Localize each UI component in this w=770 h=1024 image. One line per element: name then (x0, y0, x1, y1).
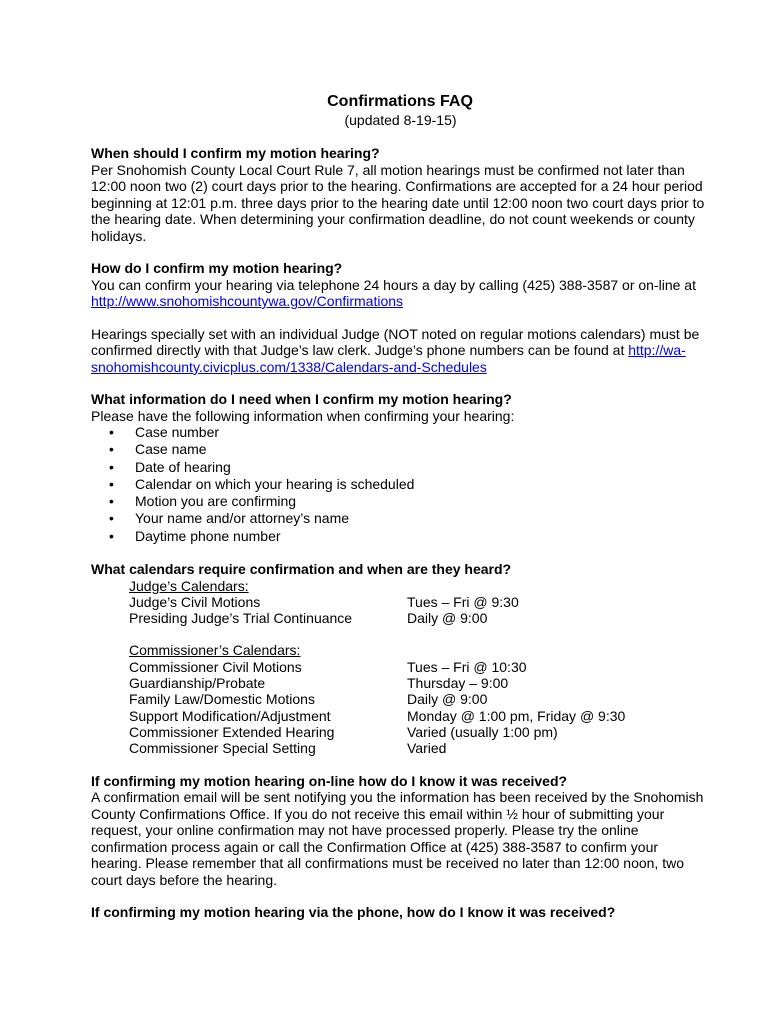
question-online-received: If confirming my motion hearing on-line how do I know it was received? (91, 772, 568, 789)
calendar-time: Daily @ 9:00 (407, 610, 488, 627)
table-row (129, 708, 710, 724)
table-row (129, 659, 710, 675)
judges-calendars-heading: Judge’s Calendars: (129, 577, 249, 594)
calendar-name: Commissioner Special Setting (129, 740, 316, 757)
table-row (129, 724, 710, 740)
calendar-name: Commissioner Extended Hearing (129, 723, 335, 740)
calendars-table (91, 578, 710, 757)
answer-how-confirm-text: You can confirm your hearing via telephone 24 hours a day by calling (425) 388-3587 or on-line at (91, 276, 696, 293)
special-set-text: Hearings specially set with an individual Judge (NOT noted on regular motions calendars) must be confirmed directly with that Judge’s law clerk. Judge’s phone numbers can be found at (91, 325, 700, 358)
what-info-intro: Please have the following information when confirming your hearing: (91, 407, 515, 424)
question-how-confirm: How do I confirm my motion hearing? (91, 260, 343, 276)
answer-when-confirm: Per Snohomish County Local Court Rule 7, all motion hearings must be confirmed not later than 12:00 noon two (2) court days prior to the hearing. Confirmations are accepted for a 24 hour period beginning at 12:01 p.m. three days prior to the hearing date until 12:00 noon two court days prior to the hearing date. When determining your confirmation deadline, do not count weekends or county holidays. (91, 161, 705, 244)
list-item: • Your name and/or attorney’s name (135, 510, 710, 527)
list-item: • Case number (135, 424, 710, 441)
special-set-paragraph (91, 326, 710, 376)
table-row (129, 675, 710, 691)
calendar-name: Support Modification/Adjustment (129, 707, 331, 724)
question-calendars: What calendars require confirmation and when are they heard? (91, 561, 512, 578)
list-item: • Calendar on which your hearing is scheduled (135, 476, 710, 493)
table-row (129, 740, 710, 756)
answer-online-received: A confirmation email will be sent notifying you the information has been received by the Snohomish County Confirmations Office. If you do not receive this email within ½ hour of submitting your request, your online confirmation may not have processed properly. Please try the online confirmation process again or call the Confirmation Office at (425) 388-3587 to confirm your hearing. Please remember that all confirmations must be received no later than 12:00 noon, two court days before the hearing. (91, 789, 704, 888)
calendar-time: Tues – Fri @ 9:30 (407, 593, 519, 610)
info-list (91, 424, 710, 545)
calendar-name: Commissioner Civil Motions (129, 658, 302, 675)
calendar-name: Presiding Judge’s Trial Continuance (129, 610, 353, 627)
table-row (129, 610, 710, 626)
list-item: • Motion you are confirming (135, 493, 710, 510)
calendar-name: Family Law/Domestic Motions (129, 691, 315, 708)
commissioners-calendars-heading: Commissioner’s Calendars: (129, 642, 301, 659)
calendar-time: Monday @ 1:00 pm, Friday @ 9:30 (407, 707, 626, 724)
calendar-name: Judge’s Civil Motions (129, 593, 261, 610)
calendar-time: Daily @ 9:00 (407, 691, 488, 708)
table-row (129, 594, 710, 610)
table-row (129, 691, 710, 707)
answer-how-confirm (91, 277, 710, 310)
confirmations-link[interactable]: http://www.snohomishcountywa.gov/Confirmations (91, 293, 404, 309)
page-title: Confirmations FAQ (327, 93, 473, 110)
list-item: • Case name (135, 441, 710, 458)
question-when-confirm: When should I confirm my motion hearing? (91, 145, 380, 161)
question-phone-received: If confirming my motion hearing via the phone, how do I know it was received? (91, 904, 616, 921)
calendar-time: Varied (407, 740, 447, 757)
list-item: • Daytime phone number (135, 528, 710, 545)
calendar-time: Tues – Fri @ 10:30 (407, 658, 527, 675)
calendars-schedules-link[interactable]: http://wa-snohomishcounty.civicplus.com/1338/Calendars-and-Schedules (91, 342, 686, 375)
question-what-info: What information do I need when I confirm my motion hearing? (91, 391, 512, 407)
list-item: • Date of hearing (135, 459, 710, 476)
page-subtitle: (updated 8-19-15) (344, 112, 457, 128)
calendar-time: Thursday – 9:00 (407, 675, 509, 692)
calendar-name: Guardianship/Probate (129, 675, 266, 692)
calendar-time: Varied (usually 1:00 pm) (407, 723, 558, 740)
